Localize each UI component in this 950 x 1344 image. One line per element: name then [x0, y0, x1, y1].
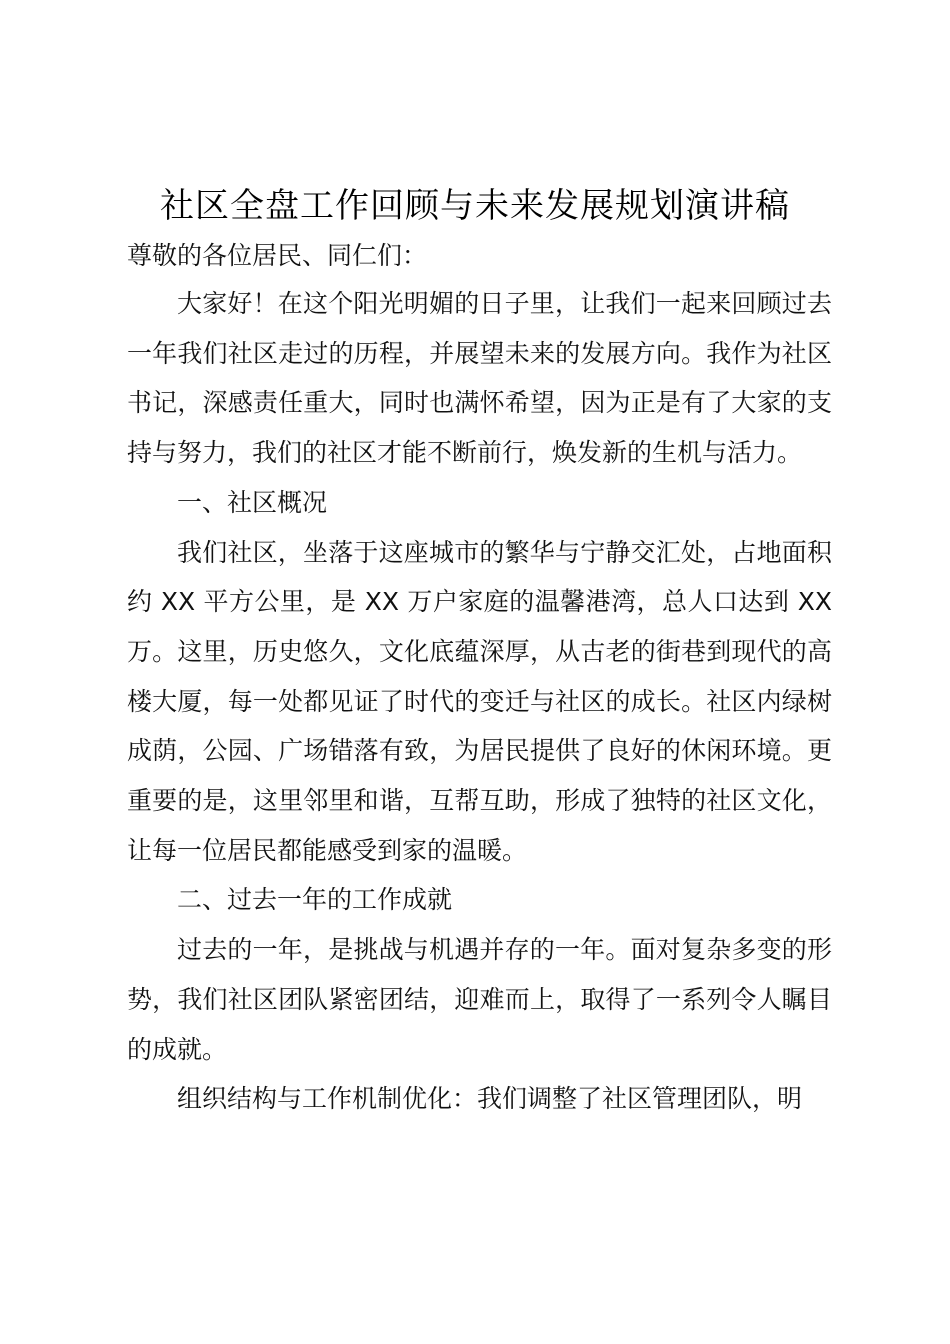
document-title: 社区全盘工作回顾与未来发展规划演讲稿: [160, 186, 790, 226]
paragraph-organization: 组织结构与工作机制优化：我们调整了社区管理团队，明: [177, 1084, 803, 1114]
section-heading-overview: 一、社区概况: [177, 487, 328, 517]
paragraph-overview: 我们社区，坐落于这座城市的繁华与宁静交汇处，占地面积约 XX 平方公里，是 XX 万户家庭的温馨港湾，总人口达到 XX 万。这里，历史悠久，文化底蕴深厚，从古老的街巷到现代的高楼大厦，每一处都见证了时代的变迁与社区的成长。社区内绿树成荫，公园、广场错落有致，为居民提供了良好的休闲环境。更重要的是，这里邻里和谐，互帮互助，形成了独特的社区文化，让每一位居民都能感受到家的温暖。: [127, 537, 832, 865]
document-body: [127, 279, 832, 1124]
paragraph-achievements-intro: 过去的一年，是挑战与机遇并存的一年。面对复杂多变的形势，我们社区团队紧密团结，迎难而上，取得了一系列令人瞩目的成就。: [127, 935, 832, 1064]
salutation: 尊敬的各位居民、同仁们：: [127, 241, 428, 270]
section-heading-achievements: 二、过去一年的工作成就: [177, 885, 453, 915]
paragraph-greeting: 大家好！在这个阳光明媚的日子里，让我们一起来回顾过去一年我们社区走过的历程，并展望未来的发展方向。我作为社区书记，深感责任重大，同时也满怀希望，因为正是有了大家的支持与努力，我们的社区才能不断前行，焕发新的生机与活力。: [127, 289, 832, 468]
